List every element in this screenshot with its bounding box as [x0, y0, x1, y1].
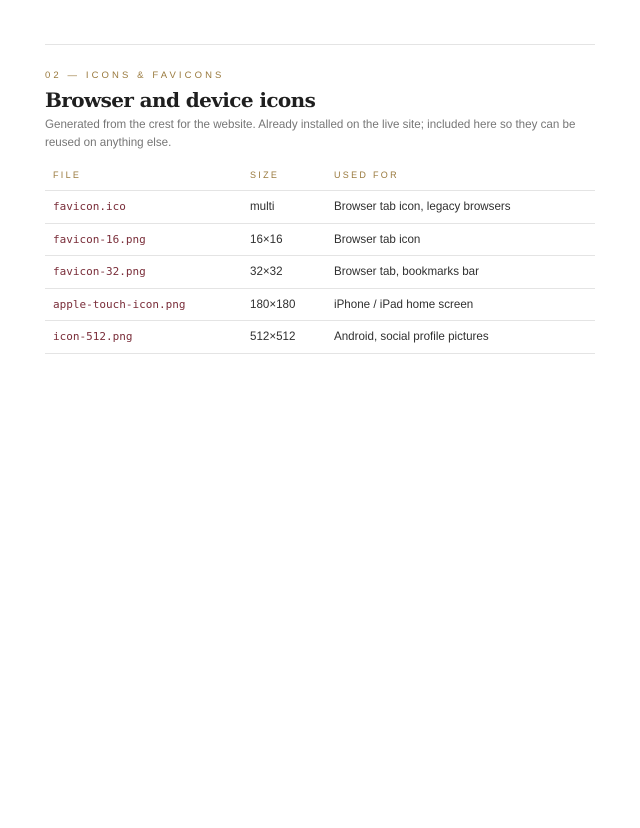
file-name-cell: favicon-32.png — [45, 256, 250, 289]
table-row — [45, 256, 595, 289]
section-intro: Generated from the crest for the website. Already installed on the live site; included here so they can be reused on anything else. — [45, 118, 576, 149]
used-for-cell: Browser tab icon — [334, 223, 595, 256]
used-for-cell: Browser tab, bookmarks bar — [334, 256, 595, 289]
table-row — [45, 288, 595, 321]
top-divider — [45, 44, 595, 45]
used-for-cell: Browser tab icon, legacy browsers — [334, 191, 595, 224]
used-for-cell: iPhone / iPad home screen — [334, 288, 595, 321]
section-eyebrow: 02 — ICONS & FAVICONS — [45, 70, 225, 81]
used-for-cell: Android, social profile pictures — [334, 321, 595, 354]
size-cell: multi — [250, 191, 334, 224]
size-cell: 32×32 — [250, 256, 334, 289]
size-cell: 16×16 — [250, 223, 334, 256]
section-title: Browser and device icons — [45, 88, 316, 112]
size-cell: 512×512 — [250, 321, 334, 354]
table-row — [45, 223, 595, 256]
table-row — [45, 191, 595, 224]
column-header-file: FILE — [45, 160, 250, 191]
table-header-row — [45, 160, 595, 191]
file-name-cell: apple-touch-icon.png — [45, 288, 250, 321]
file-name-cell: favicon.ico — [45, 191, 250, 224]
file-name-cell: favicon-16.png — [45, 223, 250, 256]
column-header-used-for: USED FOR — [334, 160, 595, 191]
size-cell: 180×180 — [250, 288, 334, 321]
file-name-cell: icon-512.png — [45, 321, 250, 354]
icon-files-table — [45, 160, 595, 354]
column-header-size: SIZE — [250, 160, 334, 191]
table-row — [45, 321, 595, 354]
